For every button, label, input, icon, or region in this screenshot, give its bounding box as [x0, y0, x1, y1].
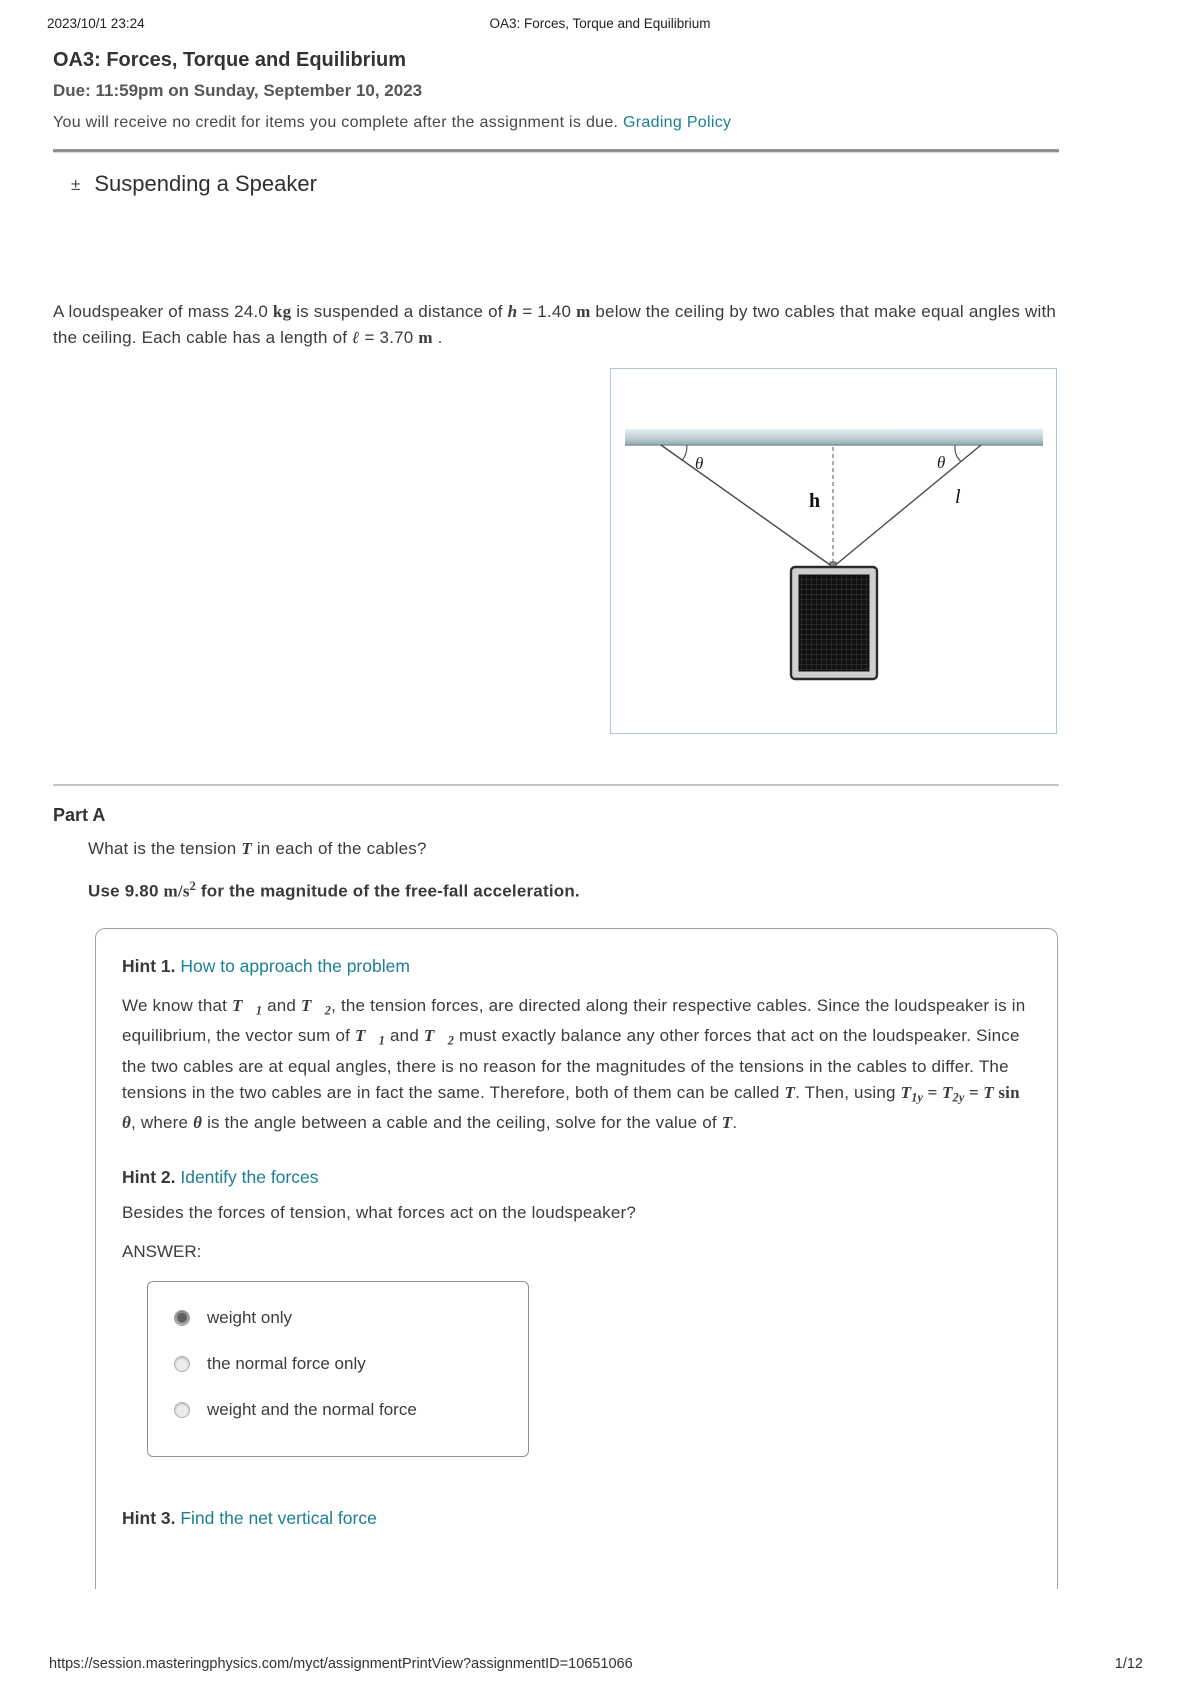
option-label: the normal force only: [207, 1353, 366, 1373]
footer-page-number: 1/12: [1114, 1656, 1143, 1672]
footer-url: https://session.masteringphysics.com/myct/assignmentPrintView?assignmentID=10651066: [49, 1656, 633, 1672]
text-segment: h: [507, 302, 518, 321]
hint-2-label: Hint 2.: [122, 1166, 176, 1187]
radio-button[interactable]: [174, 1402, 190, 1418]
hint-2-question: Besides the forces of tension, what forces act on the loudspeaker?: [122, 1202, 637, 1222]
grading-policy-link[interactable]: Grading Policy: [623, 114, 732, 131]
print-datetime: 2023/10/1 23:24: [47, 16, 145, 31]
assignment-title: OA3: Forces, Torque and Equilibrium: [53, 49, 406, 71]
text-segment: 2y: [952, 1089, 965, 1104]
option-weight-only[interactable]: [174, 1308, 504, 1328]
text-segment: .: [432, 328, 443, 347]
text-segment: , where: [131, 1112, 194, 1132]
text-segment: = 3.70: [359, 328, 419, 347]
hint-1-label: Hint 1.: [122, 955, 176, 976]
text-segment: m: [576, 302, 591, 321]
hint-2-heading: [122, 1166, 1027, 1188]
text-segment: We know that: [122, 995, 233, 1015]
due-date: Due: 11:59pm on Sunday, September 10, 2023: [53, 81, 423, 100]
hints-container: [95, 928, 1058, 1589]
text-segment: and: [262, 995, 301, 1015]
right-angle-arc: [955, 445, 961, 462]
ceiling-bar: [625, 429, 1043, 445]
text-segment: T⃗: [423, 1026, 448, 1046]
l-label: l: [955, 486, 961, 508]
print-doc-title: OA3: Forces, Torque and Equilibrium: [489, 16, 711, 31]
option-label: weight and the normal force: [207, 1399, 417, 1419]
problem-intro: [53, 299, 1059, 351]
hint-1-title[interactable]: How to approach the problem: [175, 955, 410, 976]
text-segment: =: [923, 1082, 942, 1102]
text-segment: and: [385, 1026, 424, 1046]
text-segment: . Then, using: [795, 1082, 901, 1102]
text-segment: θ: [122, 1112, 132, 1132]
text-segment: =: [964, 1082, 984, 1102]
text-segment: .: [732, 1112, 738, 1132]
text-segment: 1: [378, 1033, 386, 1048]
option-weight-and-normal-force[interactable]: [174, 1400, 504, 1420]
hint-3-label: Hint 3.: [122, 1507, 176, 1528]
answer-options-group: [147, 1281, 529, 1457]
text-segment: Use 9.80: [88, 881, 164, 901]
part-a-instruction: [88, 874, 1059, 904]
left-angle-arc: [682, 445, 687, 460]
text-segment: θ: [193, 1112, 203, 1132]
problem-figure: [610, 368, 1057, 734]
text-segment: is suspended a distance of: [291, 302, 508, 321]
part-a-question: [88, 838, 1059, 860]
text-segment: = 1.40: [517, 302, 577, 321]
text-segment: T: [721, 1112, 733, 1132]
text-segment: must exactly balance any other forces that act on the loudspeaker. Since the two cables are at equal angles, there is no reason for the magnitudes of the tensions in the cables to differ. The tensions in the two cables are in fact the same. Therefore, both of them can be called: [122, 1026, 1020, 1102]
section-divider-parta: [53, 784, 1059, 786]
section-divider-top: [53, 149, 1059, 153]
text-segment: 1: [255, 1003, 263, 1018]
theta-left-label: θ: [695, 454, 704, 473]
option-normal-force-only[interactable]: [174, 1354, 504, 1374]
problem-title: Suspending a Speaker: [94, 171, 317, 196]
answer-label: ANSWER:: [122, 1241, 202, 1261]
theta-right-label: θ: [937, 453, 946, 472]
main-content: [53, 48, 1059, 1589]
text-segment: T: [983, 1082, 994, 1102]
text-segment: m/s: [163, 881, 190, 901]
h-label: h: [809, 490, 821, 512]
text-segment: m: [418, 328, 433, 347]
credit-notice-text: You will receive no credit for items you complete after the assignment is due.: [53, 114, 624, 131]
option-label: weight only: [207, 1307, 293, 1327]
text-segment: below the ceiling by two cables that make equal angles with the ceiling. Each cable has a length of: [53, 302, 1057, 347]
text-segment: T⃗: [232, 995, 256, 1015]
radio-button[interactable]: [174, 1310, 190, 1326]
print-header: [0, 16, 1200, 36]
hint-1-body: [122, 993, 1034, 1136]
print-footer: [0, 1646, 1200, 1698]
problem-heading: [71, 169, 1059, 199]
speaker-grille: [799, 575, 869, 671]
hint-3-title[interactable]: Find the net vertical force: [175, 1507, 377, 1528]
collapse-toggle-icon[interactable]: ±: [71, 175, 81, 194]
text-segment: is the angle between a cable and the ceiling, solve for the value of: [202, 1112, 722, 1132]
hint-3-heading: [122, 1507, 1027, 1529]
text-segment: kg: [272, 302, 292, 321]
text-segment: in each of the cables?: [251, 839, 427, 858]
text-segment: 2: [447, 1033, 455, 1048]
text-segment: 2: [189, 879, 196, 893]
credit-notice: [53, 113, 1059, 133]
text-segment: T: [241, 839, 252, 858]
radio-button[interactable]: [174, 1356, 190, 1372]
text-segment: for the magnitude of the free-fall acceleration.: [195, 881, 580, 901]
text-segment: 2: [324, 1003, 332, 1018]
text-segment: T: [941, 1082, 953, 1102]
text-segment: sin: [993, 1082, 1020, 1102]
text-segment: T: [900, 1082, 912, 1102]
text-segment: A loudspeaker of mass 24.0: [53, 302, 273, 321]
speaker-figure-svg: [611, 369, 1056, 733]
text-segment: T: [784, 1082, 796, 1102]
left-cable: [661, 445, 833, 567]
text-segment: , the tension forces, are directed along their respective cables. Since the loudspeaker is in equilibrium, the vector sum of: [122, 995, 1026, 1046]
text-segment: What is the tension: [88, 839, 242, 858]
text-segment: 1y: [911, 1089, 924, 1104]
part-a-title: Part A: [53, 805, 106, 825]
hint-2-title[interactable]: Identify the forces: [175, 1166, 319, 1187]
text-segment: T⃗: [300, 995, 325, 1015]
text-segment: ℓ: [352, 328, 360, 347]
text-segment: T⃗: [354, 1026, 379, 1046]
hint-1-heading: [122, 955, 1027, 977]
